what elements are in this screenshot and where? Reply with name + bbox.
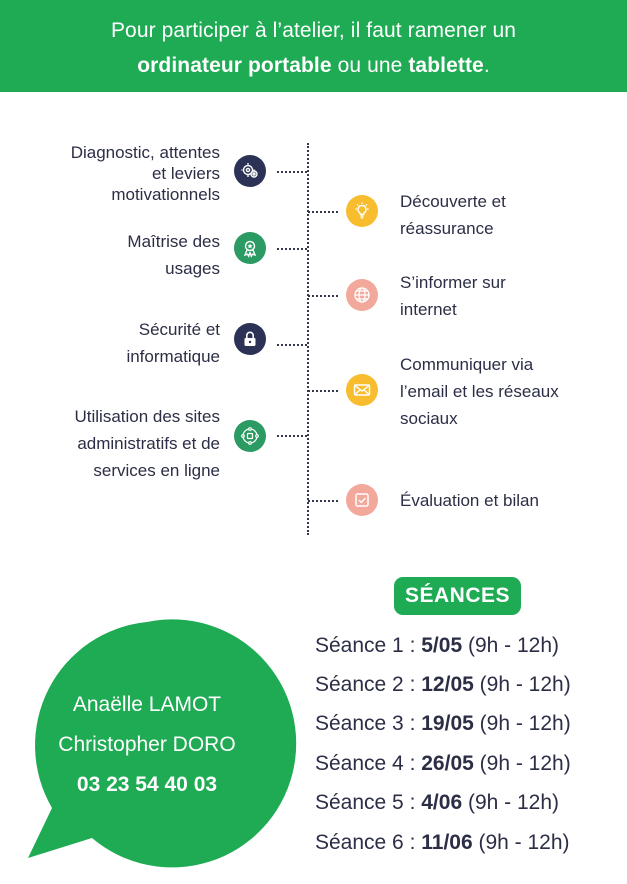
banner-period: . [483,54,490,77]
contact-phone: 03 23 54 40 03 [76,773,218,796]
session-time: (9h - 12h) [462,634,560,657]
step-maitrise-line-2: usages [165,259,220,278]
banner-bold-laptop: ordinateur portable [137,54,332,77]
seances-title-badge: SÉANCES [394,577,521,615]
banner-text-or: ou une [331,54,409,77]
step-sites-line-2: administratifs et de [77,434,220,453]
step-maitrise-line-1: Maîtrise des [127,232,220,251]
session-date: 4/06 [421,791,463,814]
step-decouverte-line-1: Découverte et [400,192,506,211]
step-diagnostic-line-2: et leviers [151,164,220,183]
session-time: (9h - 12h) [473,673,571,696]
step-communiquer-line-1: Communiquer via [400,355,534,374]
session-date: 19/05 [421,712,474,735]
step-sinformer-line-1: S’informer sur [400,273,506,292]
session-date: 12/05 [421,673,474,696]
step-communiquer-line-2: l’email et les réseaux [400,382,559,401]
session-label: Séance 6 : [315,831,422,854]
session-label: Séance 3 : [315,712,422,735]
session-label: Séance 1 : [315,634,422,657]
session-date: 5/05 [421,634,463,657]
step-evaluation-line-1: Évaluation et bilan [400,491,539,510]
contact-name-2: Christopher DORO [58,733,236,756]
step-sites-line-3: services en ligne [93,461,220,480]
session-label: Séance 2 : [315,673,422,696]
session-time: (9h - 12h) [473,752,571,775]
step-securite-line-1: Sécurité et [138,320,220,339]
contact-name-1: Anaëlle LAMOT [72,693,222,716]
session-date: 11/06 [421,831,473,854]
step-diagnostic-line-1: Diagnostic, attentes [70,143,220,162]
step-securite-line-2: informatique [126,347,220,366]
session-time: (9h - 12h) [462,791,560,814]
step-sinformer-line-2: internet [400,300,457,319]
step-diagnostic-line-3: motivationnels [111,185,220,204]
step-communiquer-line-3: sociaux [400,409,458,428]
banner-line-1: Pour participer à l’atelier, il faut ramener un [110,19,517,42]
session-time: (9h - 12h) [472,831,570,854]
step-decouverte-line-2: réassurance [400,219,494,238]
banner-bold-tablet: tablette [408,54,484,77]
session-label: Séance 4 : [315,752,422,775]
session-label: Séance 5 : [315,791,422,814]
session-time: (9h - 12h) [473,712,571,735]
session-date: 26/05 [421,752,474,775]
step-sites-line-1: Utilisation des sites [74,407,220,426]
